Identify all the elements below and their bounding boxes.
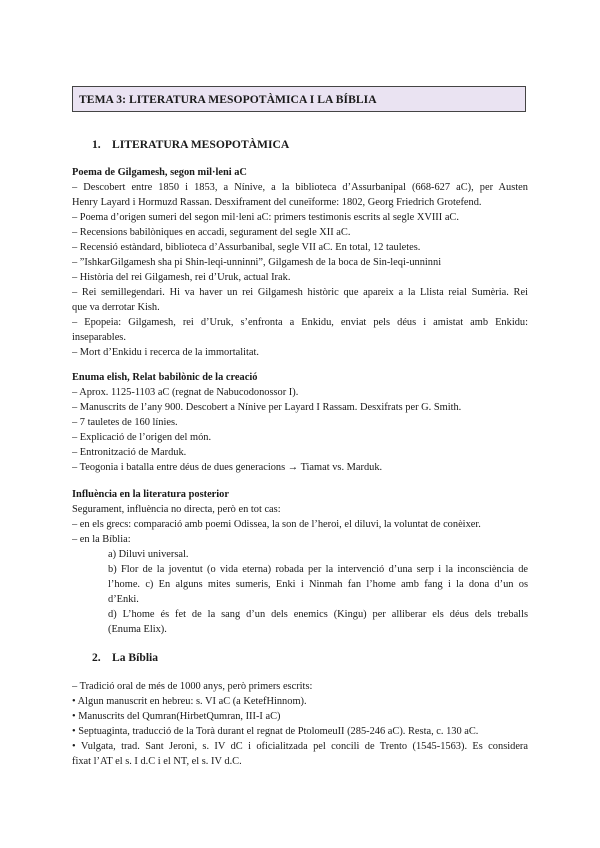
section-2-title: La Bíblia	[112, 651, 159, 664]
paragraph-line: – Història del rei Gilgamesh, rei d’Uruk, actual Irak.	[72, 272, 291, 283]
paragraph-line: – Explicació de l’origen del món.	[72, 432, 212, 443]
paragraph-line: Segurament, influència no directa, però en tot cas:	[72, 504, 281, 515]
sublist-line: b) Flor de la joventut (o vida eterna) robada per la intervenció d’una serp i la inconsciència de	[108, 564, 528, 575]
paragraph-line: • Manuscrits del Qumran(HirbetQumran, III-I aC)	[72, 711, 281, 722]
gilgamesh-block	[72, 165, 528, 360]
influencia-block	[72, 487, 528, 547]
influencia-sublist	[108, 547, 528, 637]
paragraph-line: • Septuaginta, traducció de la Torà durant el regnat de PtolomeuII (285-246 aC). Resta, c. 130 aC.	[72, 726, 479, 737]
paragraph-line: – 7 tauletes de 160 línies.	[72, 417, 178, 428]
enuma-block	[72, 370, 528, 475]
paragraph-line: – en els grecs: comparació amb poemi Odissea, la son de l’heroi, el diluvi, la voluntat de conèixer.	[72, 519, 481, 530]
paragraph-line: • Vulgata, trad. Sant Jeroni, s. IV dC i oficialitzada pel concili de Trento (1545-1563). Es considera	[72, 741, 528, 752]
paragraph-line: – ”IshkarGilgamesh sha pi Shin-leqi-unninni”, Gilgamesh de la boca de Sin-leqi-unninni	[72, 257, 442, 268]
paragraph-line: – Tradició oral de més de 1000 anys, però primers escrits:	[72, 681, 313, 692]
paragraph-line: Henry Layard i Hormuzd Rassan. Desxiframent del cuneïforme: 1802, Georg Friedrich Grotefend.	[72, 197, 482, 208]
section-2-heading	[92, 651, 158, 664]
gilgamesh-heading: Poema de Gilgamesh, segon mil·leni aC	[72, 167, 247, 178]
paragraph-line: que va derrotar Kish.	[72, 302, 160, 313]
enuma-heading: Enuma elish, Relat babilònic de la creació	[72, 372, 258, 383]
paragraph-line: fixat l’AT el s. I d.C i el NT, el s. IV d.C.	[72, 756, 242, 767]
sublist-line: (Enuma Elix).	[108, 624, 167, 635]
section-1-heading	[92, 138, 289, 151]
biblia-block	[72, 679, 528, 769]
paragraph-line: – Teogonia i batalla entre déus de dues generacions → Tiamat vs. Marduk.	[72, 462, 383, 473]
paragraph-line: • Algun manuscrit en hebreu: s. VI aC (a KetefHinnom).	[72, 696, 307, 707]
paragraph-line: – Epopeia: Gilgamesh, rei d’Uruk, s’enfronta a Enkidu, enviat pels déus i amistat amb Enkidu:	[72, 317, 528, 328]
sublist-line: d) L’home és fet de la sang d’un dels enemics (Kingu) per alliberar els déus dels treballs	[108, 609, 528, 620]
sublist-line: l’home. c) En alguns mites sumeris, Enki i Ninmah fan l’home amb fang i la dona d’un os	[108, 579, 528, 590]
paragraph-line: – Aprox. 1125-1103 aC (regnat de Nabucodonossor I).	[72, 387, 299, 398]
paragraph-line: – Descobert entre 1850 i 1853, a Nínive, a la biblioteca d’Assurbanipal (668-627 aC), per Austen	[72, 182, 528, 193]
section-1-title: LITERATURA MESOPOTÀMICA	[112, 138, 290, 151]
paragraph-line: – Mort d’Enkidu i recerca de la immortalitat.	[72, 347, 259, 358]
paragraph-line: inseparables.	[72, 332, 126, 343]
influencia-heading: Influència en la literatura posterior	[72, 489, 229, 500]
sublist-line: d’Enki.	[108, 594, 139, 605]
sublist-line: a) Diluvi universal.	[108, 549, 189, 560]
document-title: TEMA 3: LITERATURA MESOPOTÀMICA I LA BÍBLIA	[72, 86, 526, 112]
paragraph-line: – Recensió estàndard, biblioteca d’Assurbanibal, segle VII aC. En total, 12 tauletes.	[72, 242, 421, 253]
paragraph-line: – Poema d’origen sumeri del segon mil·leni aC: primers testimonis escrits al segle XVIII aC.	[72, 212, 459, 223]
paragraph-line: – Rei semillegendari. Hi va haver un rei Gilgamesh històric que apareix a la Llista reial Sumèria. Rei	[72, 287, 528, 298]
paragraph-line: – Recensions babilòniques en accadi, segurament del segle XII aC.	[72, 227, 351, 238]
paragraph-line: – Manuscrits de l’any 900. Descobert a Nínive per Layard I Rassam. Desxifrats per G. Smith.	[72, 402, 462, 413]
paragraph-line: – en la Bíblia:	[72, 534, 131, 545]
section-2-number: 2.	[92, 651, 101, 664]
paragraph-line: – Entronització de Marduk.	[72, 447, 187, 458]
section-1-number: 1.	[92, 138, 101, 151]
